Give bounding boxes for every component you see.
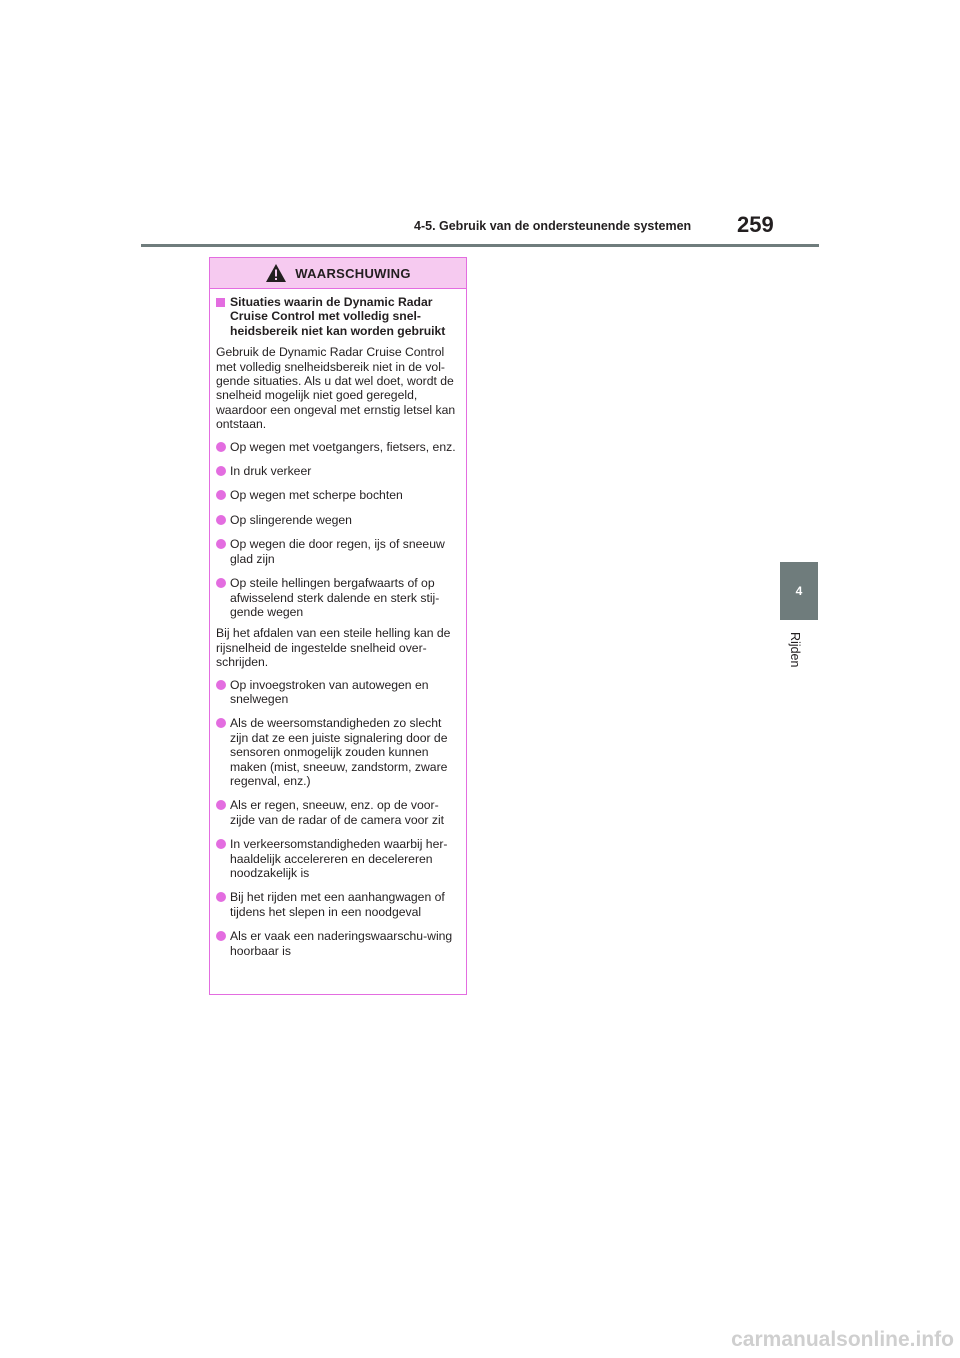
list-item xyxy=(216,678,460,707)
list-item-text: In verkeersomstandigheden waarbij her-haaldelijk accelereren en decelereren noodzakelijk is xyxy=(230,837,448,880)
bullet-icon xyxy=(216,578,226,588)
bullet-icon xyxy=(216,466,226,476)
list-item xyxy=(216,890,460,919)
list-item-text: Op wegen met scherpe bochten xyxy=(230,488,403,503)
bullet-icon xyxy=(216,490,226,500)
list-item-text: Bij het rijden met een aanhangwagen of tijdens het slepen in een noodgeval xyxy=(230,890,445,919)
bullet-icon xyxy=(216,515,226,525)
list-item xyxy=(216,440,460,454)
list-item-text: Op wegen met voetgangers, fietsers, enz. xyxy=(230,439,456,454)
list-item xyxy=(216,716,460,788)
warning-triangle-icon xyxy=(265,263,287,283)
bullet-icon xyxy=(216,718,226,728)
warning-title: WAARSCHUWING xyxy=(295,265,411,281)
bullet-icon xyxy=(216,931,226,941)
list-item-text: Op wegen die door regen, ijs of sneeuw glad zijn xyxy=(230,537,445,566)
list-item xyxy=(216,798,460,827)
bullet-icon xyxy=(216,539,226,549)
list-item-text: Op invoegstroken van autowegen en snelwegen xyxy=(230,677,429,706)
bullet-icon xyxy=(216,839,226,849)
bullet-icon xyxy=(216,680,226,690)
bullet-icon xyxy=(216,892,226,902)
list-item-text: In druk verkeer xyxy=(230,464,312,479)
list-item xyxy=(216,537,460,566)
chapter-label: Rijden xyxy=(788,632,802,668)
list-item-text: Op slingerende wegen xyxy=(230,512,352,527)
watermark: carmanualsonline.info xyxy=(731,1328,954,1351)
list-item xyxy=(216,488,460,502)
list-item-text: Als er regen, sneeuw, enz. op de voor-zijde van de radar of de camera voor zit xyxy=(230,798,445,827)
list-item-text: Als er vaak een naderingswaarschu-wing hoorbaar is xyxy=(230,929,453,958)
warning-body xyxy=(210,289,466,958)
square-bullet-icon xyxy=(216,298,225,307)
list-item xyxy=(216,513,460,527)
warning-heading-row xyxy=(216,295,460,338)
page-number: 259 xyxy=(737,212,774,237)
section-title: 4-5. Gebruik van de ondersteunende systemen xyxy=(414,219,692,233)
warning-note: Bij het afdalen van een steile helling kan de rijsnelheid de ingestelde snelheid over-schrijden. xyxy=(216,626,451,670)
bullet-icon xyxy=(216,800,226,810)
list-item xyxy=(216,464,460,478)
chapter-number: 4 xyxy=(795,584,803,598)
header-divider xyxy=(141,244,819,247)
warning-intro: Gebruik de Dynamic Radar Cruise Control met volledig snelheidsbereik niet in de vol-gende situaties. Als u dat wel doet, wordt de snelheid mogelijk niet goed geregeld, waardoor een ongeval met ernstig letsel kan ontstaan. xyxy=(216,345,456,432)
list-item xyxy=(216,929,460,958)
list-item-text: Op steile hellingen bergafwaarts of op afwisselend sterk dalende en sterk stij-gende wegen xyxy=(230,576,440,619)
list-item xyxy=(216,576,460,619)
chapter-tab xyxy=(780,562,818,620)
list-item xyxy=(216,837,460,880)
warning-box xyxy=(209,257,467,995)
bullet-icon xyxy=(216,442,226,452)
list-item-text: Als de weersomstandigheden zo slecht zijn dat ze een juiste signalering door de sensoren onmogelijk zouden kunnen maken (mist, sneeuw, zandstorm, zware regenval, enz.) xyxy=(230,716,448,788)
warning-header xyxy=(210,258,466,289)
warning-heading: Situaties waarin de Dynamic Radar Cruise Control met volledig snel-heidsbereik niet kan worden gebruikt xyxy=(230,295,446,338)
